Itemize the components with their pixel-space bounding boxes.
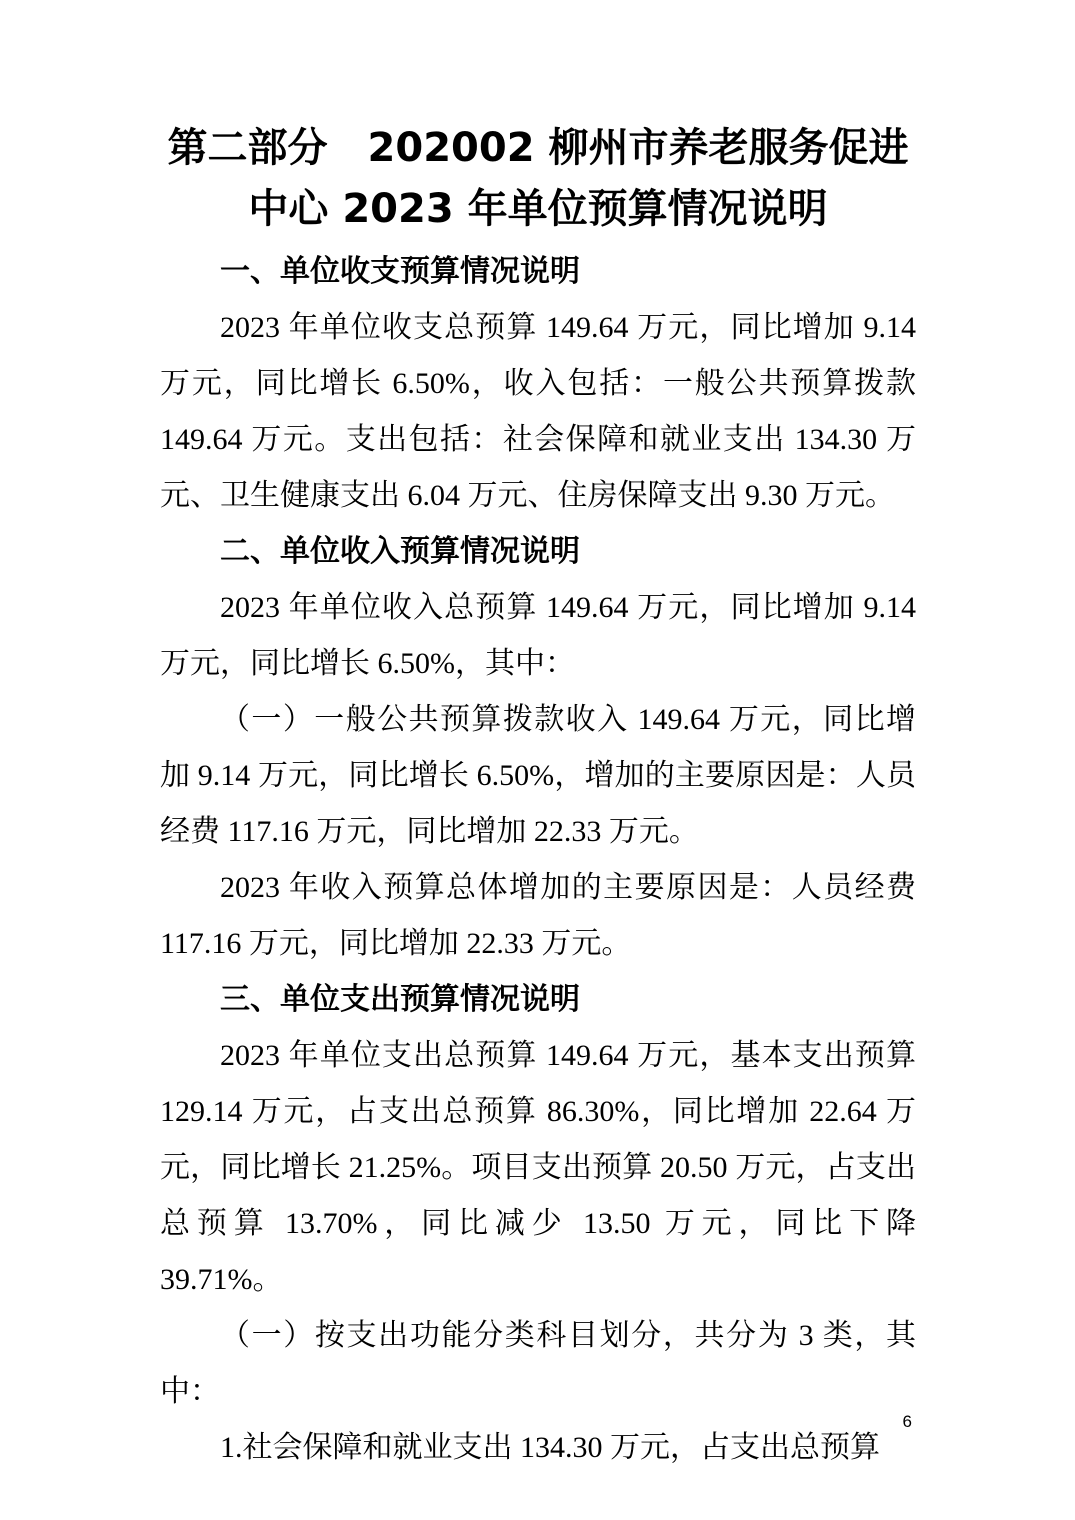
section-3-paragraph-3: 1.社会保障和就业支出 134.30 万元，占支出总预算 [220,1431,880,1464]
section-3-paragraph-1: 2023 年单位支出总预算 149.64 万元，基本支出预算 129.14 万元，占支出总预算 86.30%，同比增加 22.64 万元，同比增长 21.25%。项目支出预算 20.50 万元，占支出总预算 13.70%，同比减少 13.50 万元，同比下降 39.71%。 [160,1039,916,1296]
section-2-paragraph-3: 2023 年收入预算总体增加的主要原因是：人员经费 117.16 万元，同比增加 22.33 万元。 [160,871,916,960]
section-1-paragraph-1: 2023 年单位收支总预算 149.64 万元，同比增加 9.14 万元，同比增长 6.50%，收入包括：一般公共预算拨款 149.64 万元。支出包括：社会保障和就业支出 134.30 万元、卫生健康支出 6.04 万元、住房保障支出 9.30 万元。 [160,311,916,512]
section-2-paragraph-1: 2023 年单位收入总预算 149.64 万元，同比增加 9.14 万元，同比增长 6.50%，其中： [160,591,916,680]
page-number: 6 [902,1412,912,1431]
section-2-paragraph-2: （一）一般公共预算拨款收入 149.64 万元，同比增加 9.14 万元，同比增长 6.50%，增加的主要原因是：人员经费 117.16 万元，同比增加 22.33 万元。 [160,703,916,848]
section-3-heading: 三、单位支出预算情况说明 [220,982,580,1017]
section-3-paragraph-2: （一）按支出功能分类科目划分，共分为 3 类，其中： [160,1319,916,1408]
section-2-heading: 二、单位收入预算情况说明 [220,534,580,569]
document-title: 第二部分 202002 柳州市养老服务促进中心 2023 年单位预算情况说明 [167,125,909,232]
section-1-heading: 一、单位收支预算情况说明 [220,254,580,289]
